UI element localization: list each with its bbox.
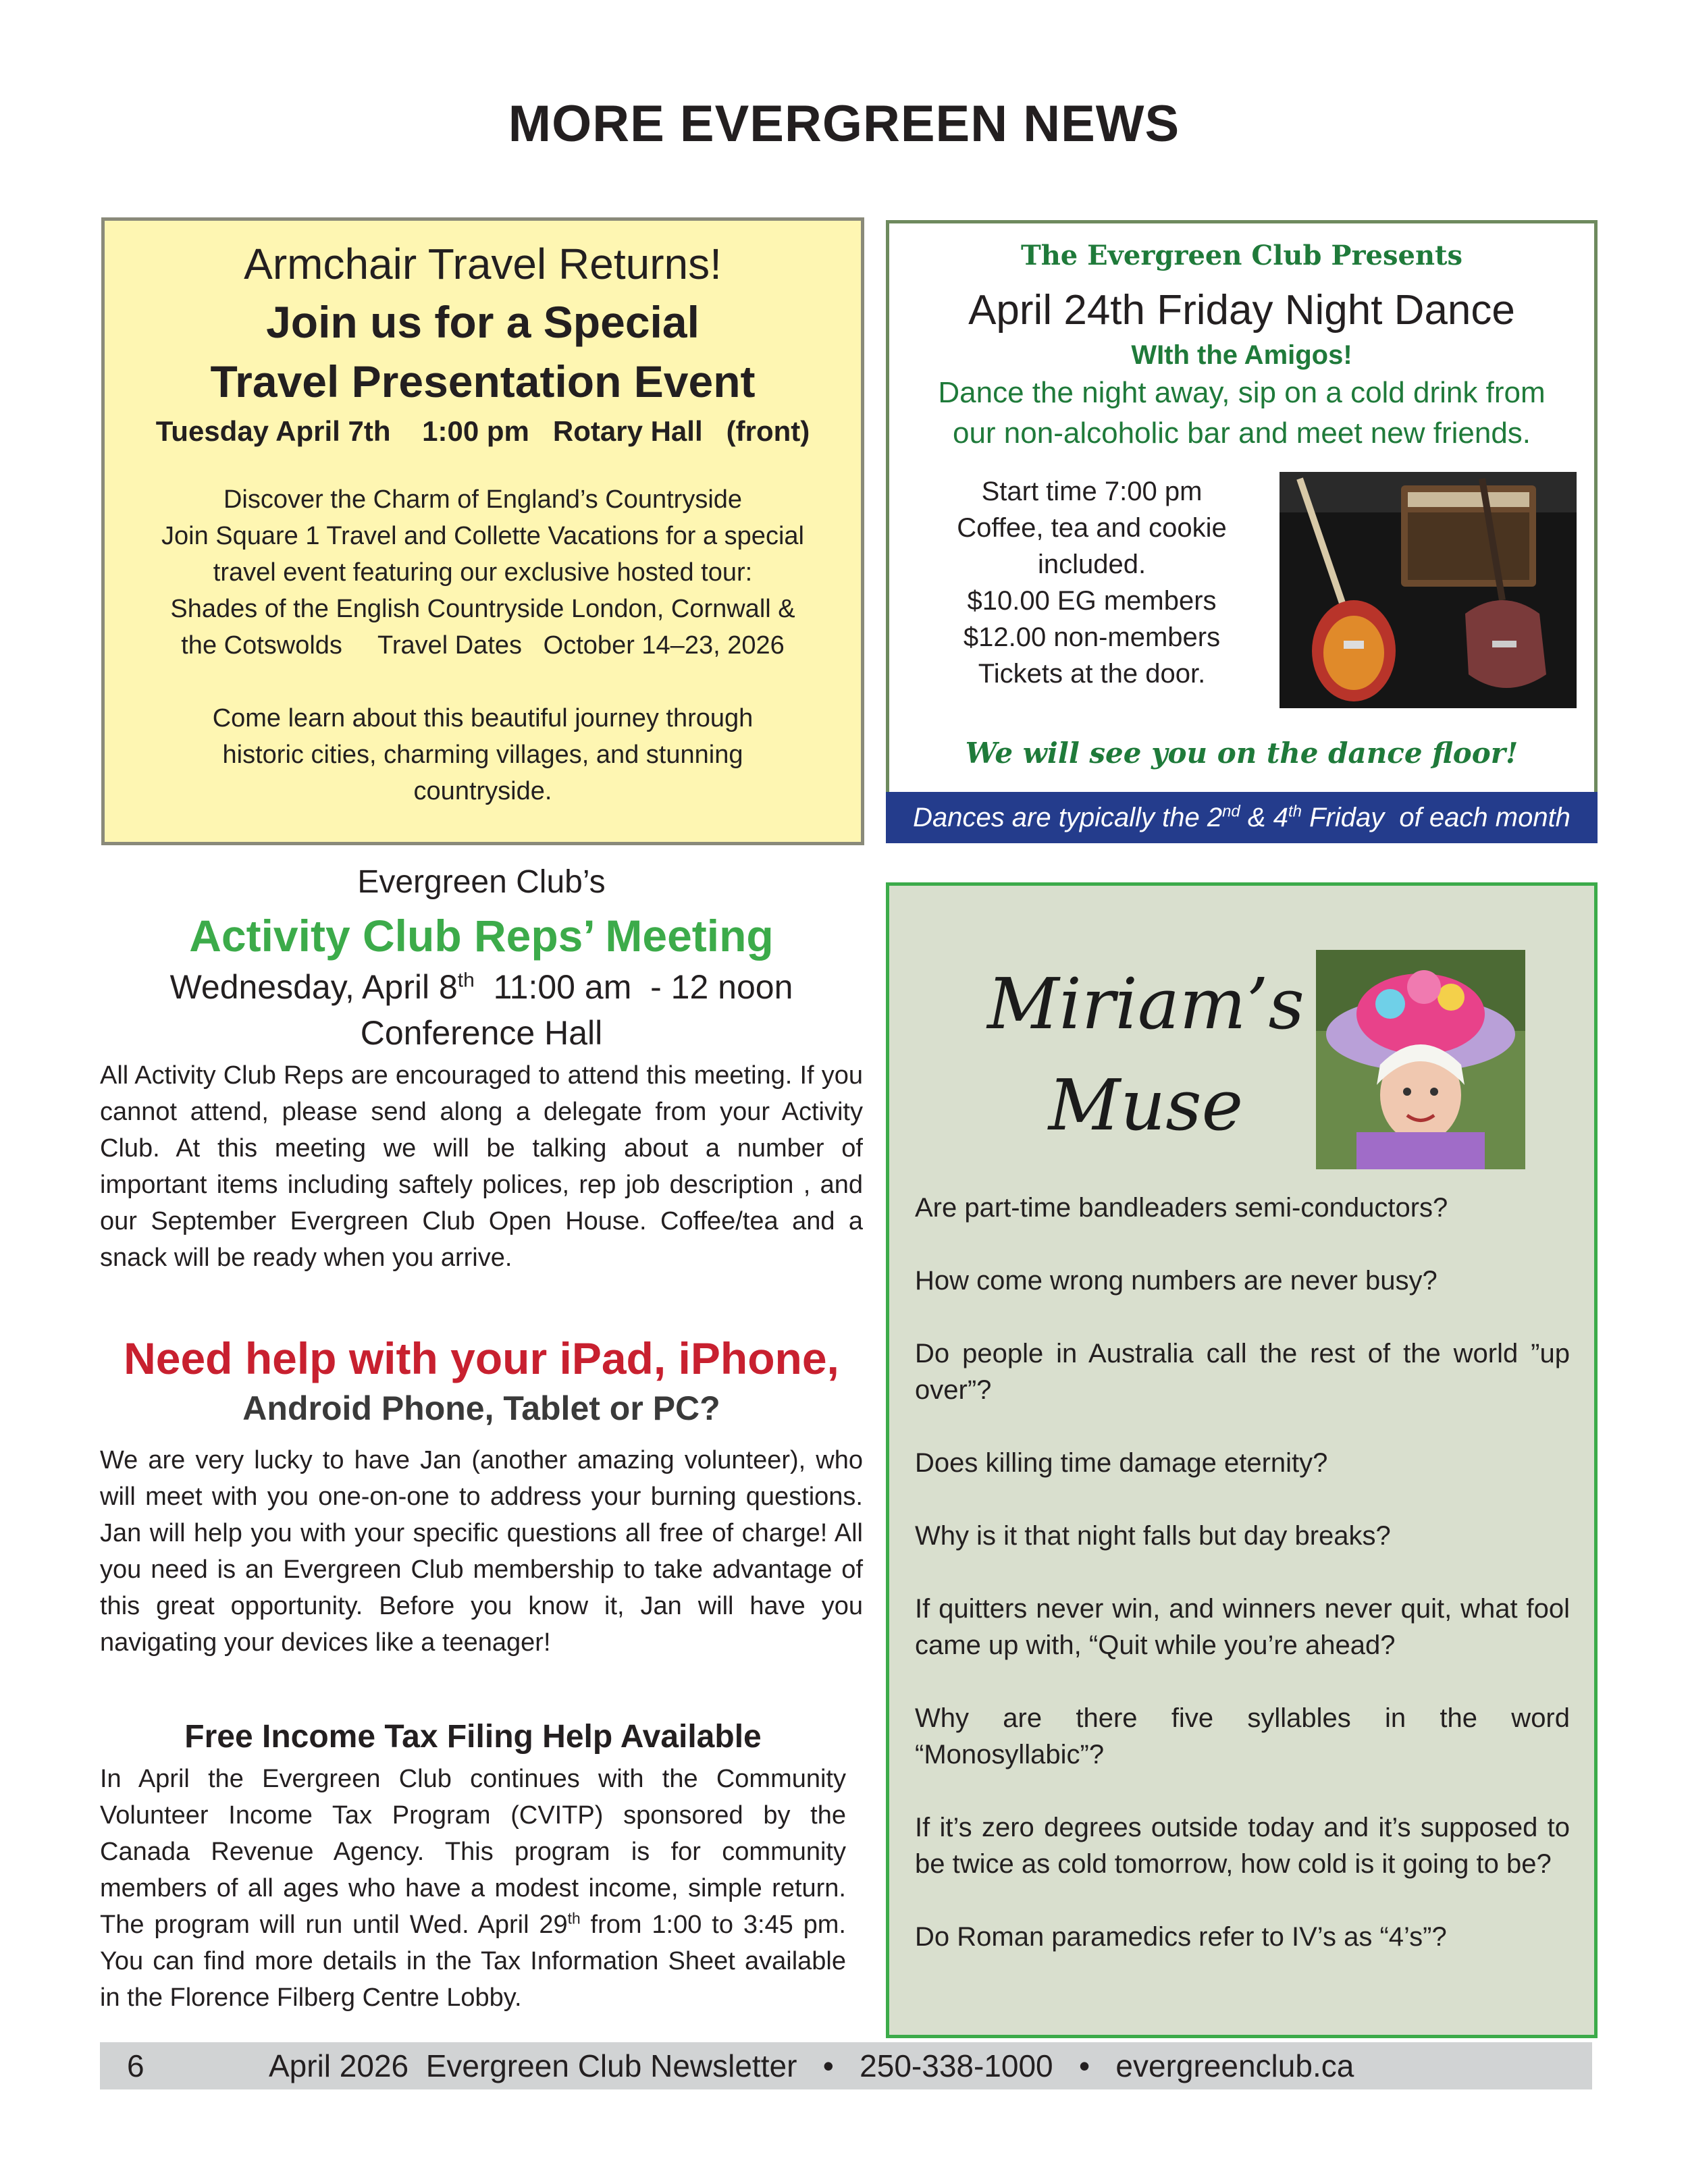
- reps-title: Activity Club Reps’ Meeting: [189, 911, 774, 961]
- reps-date-text: Wednesday, April 8: [169, 968, 458, 1006]
- reps-meeting-section: [100, 857, 863, 1276]
- reps-body: All Activity Club Reps are encouraged to attend this meeting. If you cannot attend, please send along a delegate from your Activity Club. At this meeting we will be talking about a number of important items including saftely polices, rep job description , and our September Evergreen Club Open House. Coffee/tea and a snack will be ready when you arrive.: [100, 1061, 863, 1272]
- banner-text: Dances are typically the 2: [913, 803, 1223, 832]
- reps-time: 11:00 am - 12 noon: [474, 968, 793, 1006]
- armchair-travel-box: [101, 217, 864, 845]
- reps-date-sup: th: [457, 969, 475, 992]
- footer-text: April 2026 Evergreen Club Newsletter • 250-338-1000 • evergreenclub.ca: [269, 2048, 1354, 2083]
- reps-location: Conference Hall: [360, 1014, 603, 1052]
- page-number: 6: [127, 2048, 144, 2083]
- travel-line: the Cotswolds Travel Dates October 14–23, 2026: [181, 631, 785, 660]
- dance-title: April 24th Friday Night Dance: [968, 287, 1515, 334]
- tax-body-text: In April the Evergreen Club continues with the Community Volunteer Income Tax Program (CVITP) sponsored by the Canada Revenue Agency. This program is for community members of all ages who have a modest income, simple return. The program will run until Wed. April 29: [100, 1765, 846, 1939]
- travel-line: Shades of the English Countryside London, Cornwall &: [170, 595, 795, 623]
- page-footer: [100, 2042, 1592, 2089]
- tax-body-text: from 1:00 to 3:45 pm. You can find more details in the Tax Information Sheet available in the Florence Filberg Centre Lobby.: [100, 1911, 846, 2012]
- guitars-illustration: [1280, 472, 1577, 708]
- tech-heading-1: Need help with your iPad, iPhone,: [124, 1333, 839, 1383]
- joke: Do Roman paramedics refer to IV’s as “4’s”?: [915, 1922, 1447, 1952]
- tech-help-section: [100, 1330, 863, 1661]
- travel-line: Come learn about this beautiful journey through: [212, 704, 754, 733]
- dance-pitch-1: Dance the night away, sip on a cold drink from: [938, 376, 1546, 409]
- joke: Does killing time damage eternity?: [915, 1448, 1328, 1478]
- joke: If quitters never win, and winners never quit, what fool came up with, “Quit while you’re ahead?: [915, 1594, 1570, 1660]
- miriams-muse-box: [886, 882, 1598, 2038]
- tax-help-section: [100, 1713, 846, 2016]
- travel-subheading-1: Join us for a Special: [266, 297, 700, 347]
- dance-box: [886, 220, 1598, 843]
- joke: Why is it that night falls but day breaks?: [915, 1521, 1391, 1551]
- dance-detail: $12.00 non-members: [963, 622, 1221, 652]
- tax-body-sup: th: [567, 1909, 581, 1927]
- tech-body: We are very lucky to have Jan (another amazing volunteer), who will meet with you one-on-one to address your burning questions. Jan will help you with your specific questions all free of charge! All you need is an Evergreen Club membership to take advantage of this great opportunity. Before you know it, Jan will have you navigating your devices like a teenager!: [100, 1446, 863, 1657]
- miriam-photo: [1316, 950, 1525, 1169]
- dance-schedule-banner: [886, 792, 1598, 843]
- dance-detail: Start time 7:00 pm: [981, 477, 1203, 506]
- muse-title: [957, 953, 1335, 1156]
- travel-line: travel event featuring our exclusive hosted tour:: [213, 558, 753, 587]
- joke: How come wrong numbers are never busy?: [915, 1266, 1438, 1296]
- travel-invite: [105, 700, 861, 809]
- dance-details: [916, 473, 1267, 692]
- miriam-hat-illustration: [1316, 950, 1525, 1169]
- dance-presents: The Evergreen Club Presents: [1020, 240, 1463, 271]
- reps-date: [100, 964, 863, 1010]
- reps-club: Evergreen Club’s: [357, 864, 606, 900]
- banner-text: & 4: [1240, 803, 1288, 832]
- dance-closing: We will see you on the dance floor!: [965, 737, 1519, 770]
- guitars-photo: [1280, 472, 1577, 708]
- dance-pitch-2: our non-alcoholic bar and meet new friends.: [952, 417, 1531, 450]
- joke: Are part-time bandleaders semi-conductors?: [915, 1193, 1448, 1223]
- tech-heading-2: Android Phone, Tablet or PC?: [242, 1389, 720, 1427]
- muse-title-line-1: Miriam’s: [987, 963, 1304, 1045]
- dance-detail: included.: [1037, 550, 1146, 579]
- banner-sup: nd: [1222, 802, 1240, 821]
- banner-text: Friday of each month: [1301, 803, 1571, 832]
- muse-jokes: [915, 1190, 1570, 1992]
- travel-line: Join Square 1 Travel and Collette Vacations for a special: [161, 522, 804, 550]
- tax-body: [100, 1761, 846, 2016]
- travel-line: Discover the Charm of England’s Countryside: [223, 485, 743, 514]
- dance-detail: Coffee, tea and cookie: [957, 513, 1227, 543]
- travel-line: historic cities, charming villages, and stunning: [222, 741, 743, 769]
- banner-sup: th: [1288, 802, 1302, 821]
- dance-detail: Tickets at the door.: [978, 659, 1206, 689]
- dance-detail: $10.00 EG members: [967, 586, 1217, 616]
- joke: Do people in Australia call the rest of the world ”up over”?: [915, 1339, 1570, 1405]
- travel-line: countryside.: [413, 777, 552, 805]
- dance-band: WIth the Amigos!: [1131, 340, 1352, 370]
- travel-date-time: Tuesday April 7th 1:00 pm Rotary Hall (front): [155, 415, 810, 447]
- page-title: MORE EVERGREEN NEWS: [508, 95, 1180, 153]
- muse-title-line-2: Muse: [1048, 1064, 1244, 1146]
- travel-heading: Armchair Travel Returns!: [244, 240, 722, 288]
- travel-description: [105, 481, 861, 664]
- joke: If it’s zero degrees outside today and it’s supposed to be twice as cold tomorrow, how cold is it going to be?: [915, 1813, 1570, 1879]
- travel-subheading-2: Travel Presentation Event: [210, 356, 756, 406]
- tax-title: Free Income Tax Filing Help Available: [184, 1719, 762, 1755]
- joke: Why are there five syllables in the word “Monosyllabic”?: [915, 1703, 1570, 1769]
